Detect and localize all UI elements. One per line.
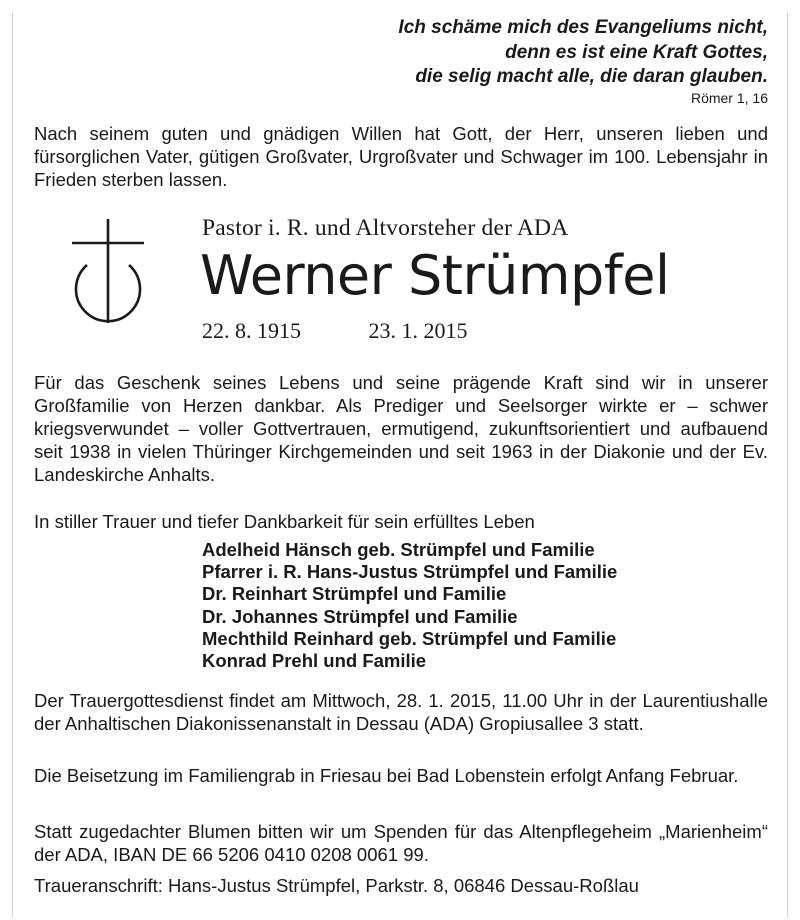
deceased-title: Pastor i. R. und Altvorsteher der ADA [202,215,569,241]
family-entry: Dr. Reinhart Strümpfel und Familie [202,583,507,605]
tribute-paragraph: Für das Geschenk seines Lebens und seine prägende Kraft sind wir in unserer Großfamilie von Herzen dankbar. Als Prediger und Seelsorger wirkte er – schwer kriegsverwundet – voller Gottvertrauen, ermutigend, zukunftsorientiert und aufbauend seit 1938 in vielen Thüringer Kirchgemeinden und seit 1963 in der Diakonie und der Ev. Landeskirche Anhalts. [34,372,768,485]
verse-line: denn es ist eine Kraft Gottes, [505,41,768,63]
verse-line: die selig macht alle, die daran glauben. [415,66,768,87]
cross-anchor-icon [62,217,154,325]
mourning-line: In stiller Trauer und tiefer Dankbarkeit für sein erfülltes Leben [34,511,535,532]
mourning-address: Traueranschrift: Hans-Justus Strümpfel, Parkstr. 8, 06846 Dessau-Roßlau [34,875,639,896]
bible-verse [168,16,768,107]
service-paragraph: Der Trauergottesdienst findet am Mittwoch, 28. 1. 2015, 11.00 Uhr in der Laurentiushalle der Anhaltischen Diakonissenanstalt in Dessau (ADA) Gropiusallee 3 statt. [34,690,768,734]
deceased-name: Werner Strümpfel [200,244,670,307]
death-date: 23. 1. 2015 [368,318,468,343]
family-entry: Adelheid Hänsch geb. Strümpfel und Familie [202,539,595,560]
family-entry: Mechthild Reinhard geb. Strümpfel und Familie [202,627,617,649]
family-entry: Konrad Prehl und Familie [202,650,427,672]
burial-paragraph: Die Beisetzung im Familiengrab in Friesau bei Bad Lobenstein erfolgt Anfang Februar. [34,765,739,786]
verse-reference: Römer 1, 16 [690,89,768,106]
life-dates [202,318,468,344]
donation-paragraph: Statt zugedachter Blumen bitten wir um Spenden für das Altenpflegeheim „Marienheim“ der ADA, IBAN DE 66 5206 0410 0208 0061 99. [34,821,768,865]
intro-paragraph: Nach seinem guten und gnädigen Willen hat Gott, der Herr, unseren lieben und fürsorglichen Vater, gütigen Großvater, Urgroßvater und Schwager im 100. Lebensjahr in Frieden sterben lassen. [34,123,768,190]
family-entry: Pfarrer i. R. Hans-Justus Strümpfel und Familie [202,561,618,583]
birth-date: 22. 8. 1915 [202,318,301,343]
family-list [202,539,617,672]
verse-line: Ich schäme mich des Evangeliums nicht, [398,17,768,38]
family-entry: Dr. Johannes Strümpfel und Familie [202,605,518,627]
